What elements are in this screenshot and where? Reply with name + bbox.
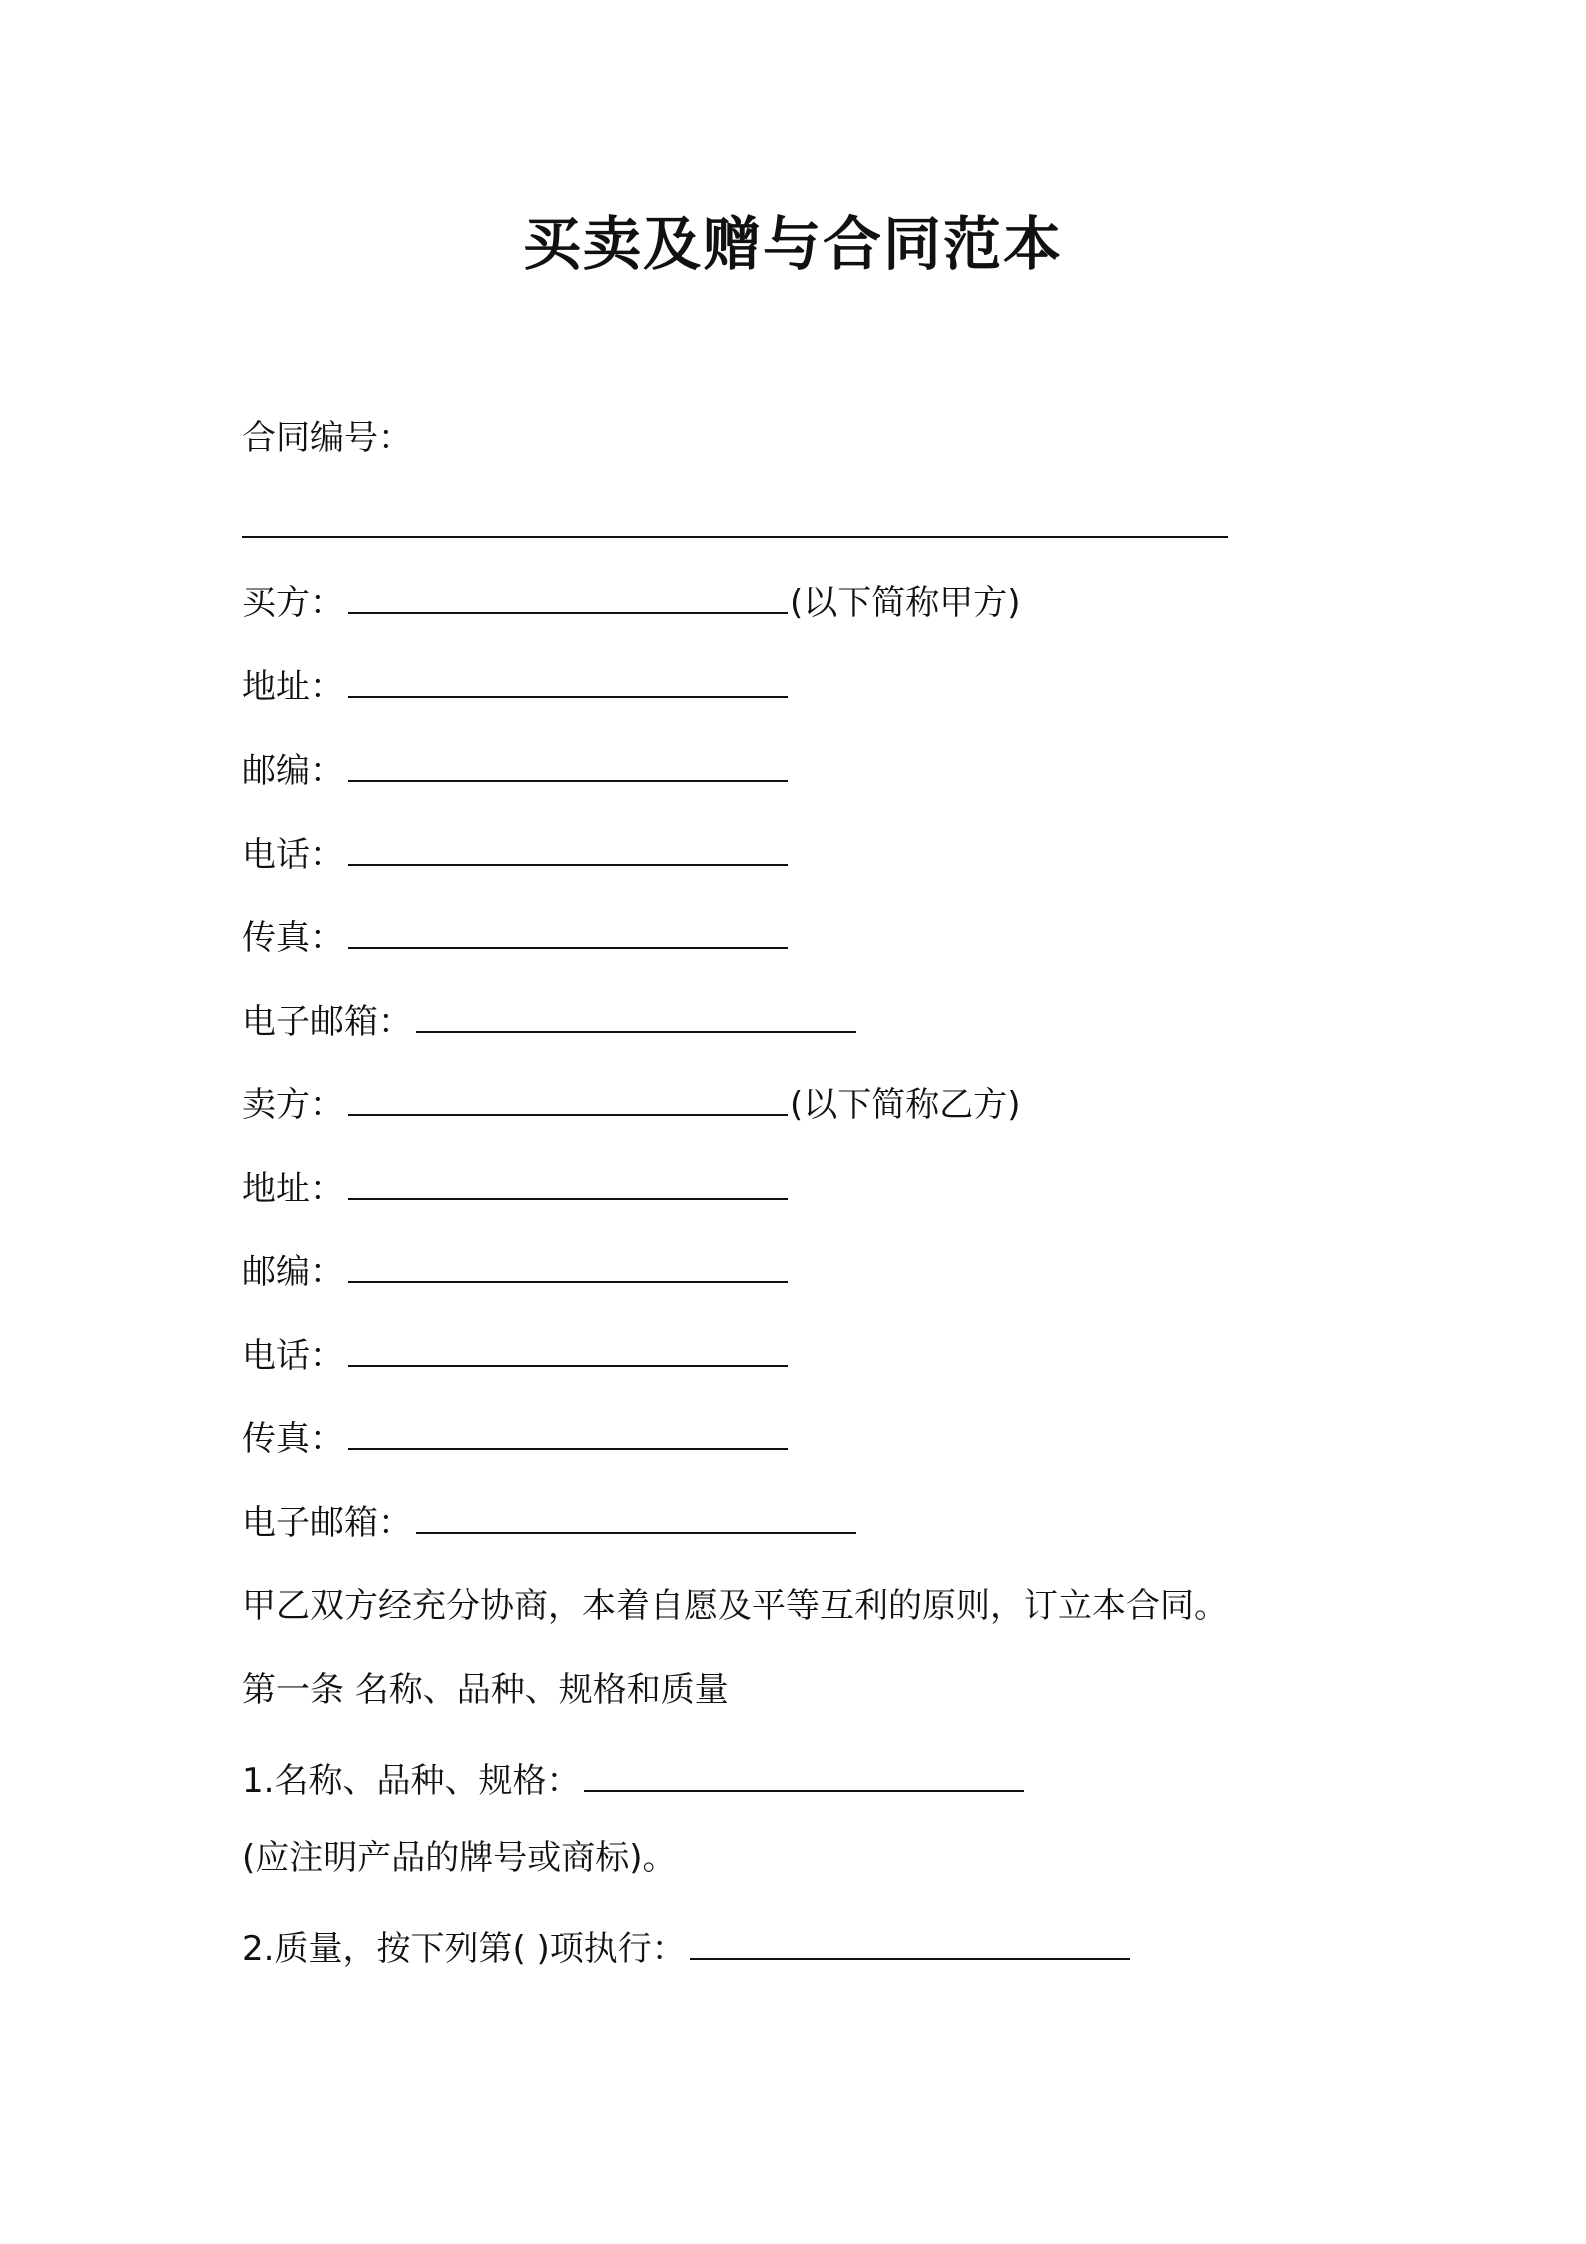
seller-email-row [242,1498,858,1547]
seller-row [242,1080,1021,1129]
item-1-row [242,1756,1026,1805]
buyer-phone-label: 电话： [242,835,344,875]
item-2-label: 2.质量，按下列第( )项执行： [242,1929,686,1969]
item-2-field[interactable] [690,1924,1130,1960]
seller-email-label: 电子邮箱： [242,1503,412,1543]
contract-number-field[interactable] [242,502,1228,538]
buyer-address-row [242,662,790,711]
seller-fax-field[interactable] [348,1414,788,1450]
seller-phone-row [242,1331,790,1380]
seller-postcode-field[interactable] [348,1247,788,1283]
seller-address-field[interactable] [348,1164,788,1200]
buyer-address-field[interactable] [348,662,788,698]
seller-postcode-label: 邮编： [242,1252,344,1292]
buyer-postcode-row [242,746,790,795]
seller-address-row [242,1164,790,1213]
buyer-email-label: 电子邮箱： [242,1002,412,1042]
buyer-fax-label: 传真： [242,918,344,958]
item-1-field[interactable] [584,1756,1024,1792]
item-2-row [242,1924,1132,1973]
seller-name-field[interactable] [348,1080,788,1116]
buyer-suffix: (以下简称甲方) [790,583,1021,623]
seller-fax-label: 传真： [242,1419,344,1459]
document-title: 买卖及赠与合同范本 [522,210,1063,278]
buyer-phone-field[interactable] [348,830,788,866]
seller-phone-label: 电话： [242,1336,344,1376]
seller-label: 卖方： [242,1085,344,1125]
buyer-name-field[interactable] [348,578,788,614]
contract-number-label: 合同编号： [242,418,412,458]
buyer-postcode-label: 邮编： [242,751,344,791]
item-1-note: (应注明产品的牌号或商标)。 [242,1838,677,1878]
buyer-email-row [242,997,858,1046]
buyer-row [242,578,1021,627]
buyer-fax-field[interactable] [348,913,788,949]
contract-number-line [242,502,1230,551]
preamble-paragraph: 甲乙双方经充分协商，本着自愿及平等互利的原则，订立本合同。 [242,1586,1228,1626]
article-1-heading: 第一条 名称、品种、规格和质量 [242,1670,729,1710]
item-1-label: 1.名称、品种、规格： [242,1761,581,1801]
buyer-label: 买方： [242,583,344,623]
seller-address-label: 地址： [242,1169,344,1209]
seller-phone-field[interactable] [348,1331,788,1367]
buyer-fax-row [242,913,790,962]
buyer-phone-row [242,830,790,879]
buyer-address-label: 地址： [242,667,344,707]
buyer-email-field[interactable] [416,997,856,1033]
buyer-postcode-field[interactable] [348,746,788,782]
seller-suffix: (以下简称乙方) [790,1085,1021,1125]
seller-email-field[interactable] [416,1498,856,1534]
seller-postcode-row [242,1247,790,1296]
seller-fax-row [242,1414,790,1463]
